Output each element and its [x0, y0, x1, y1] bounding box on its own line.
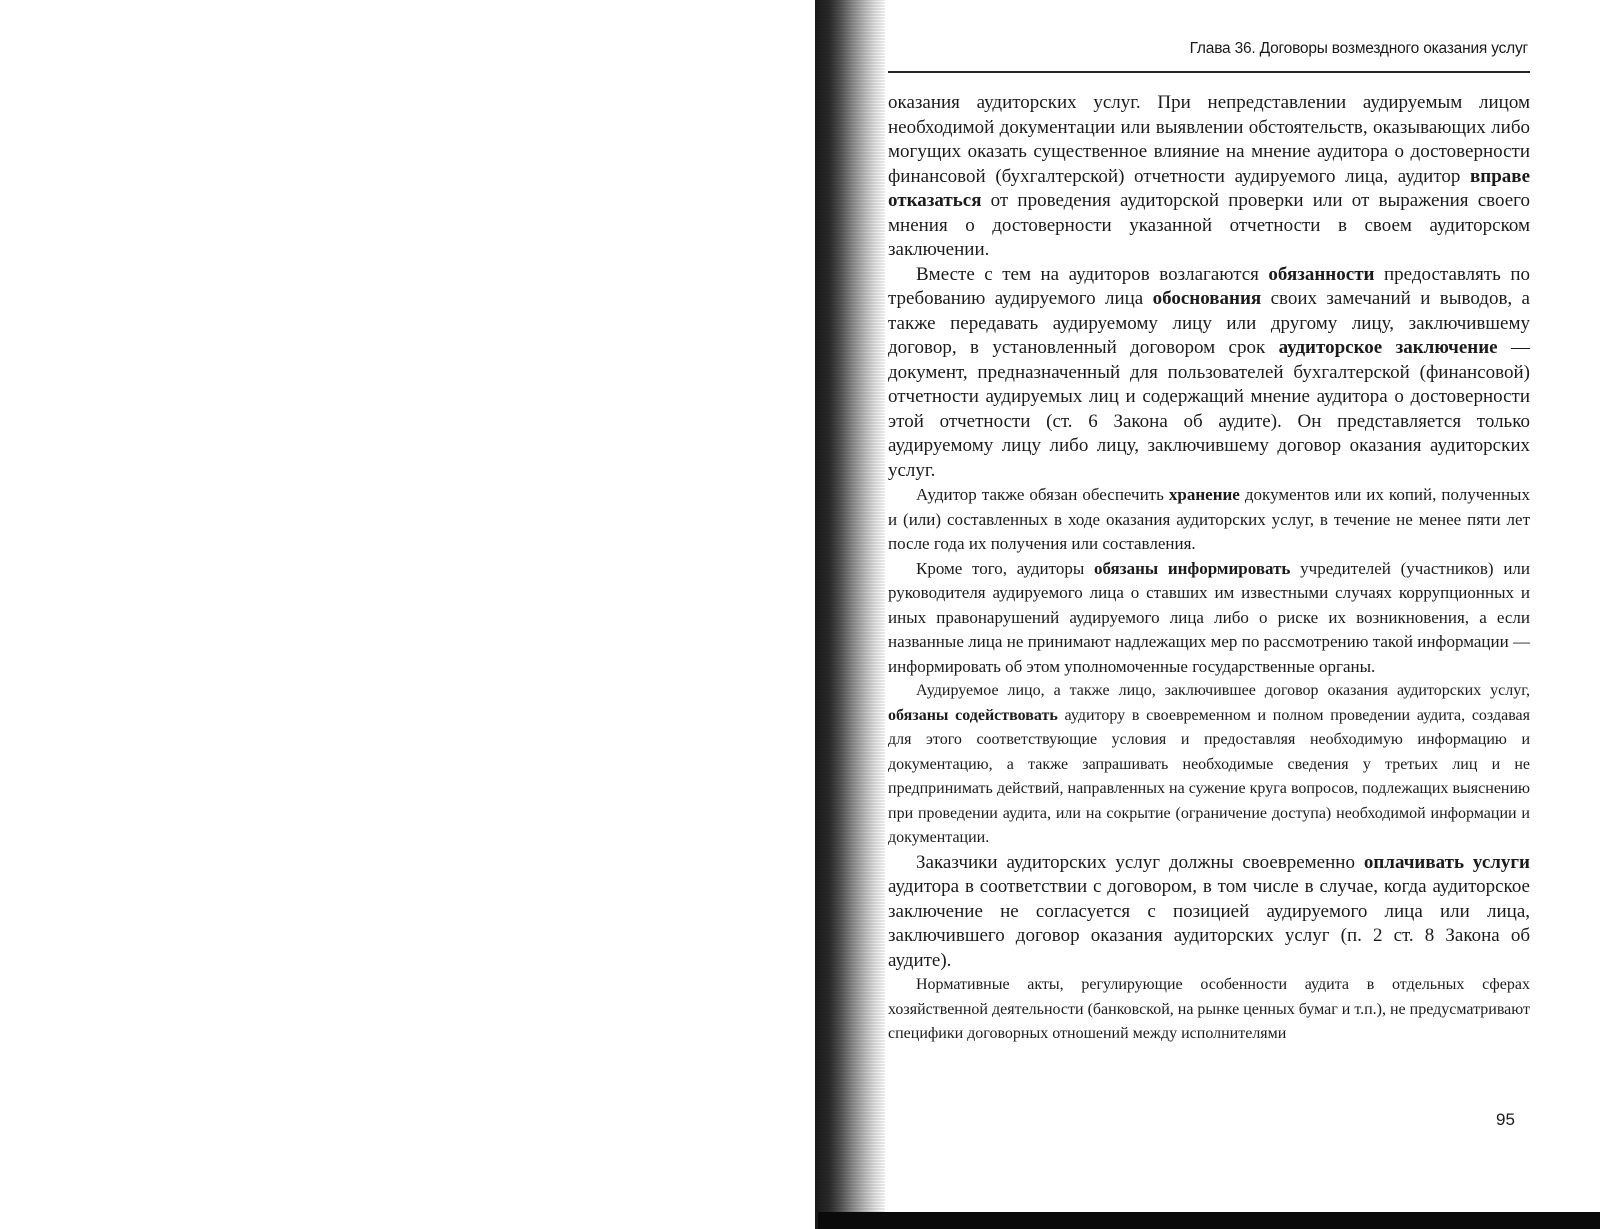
paragraph-2	[888, 263, 1530, 484]
text-run: аудитора в соответствии с договором, в том числе в случае, когда аудиторское заключение не согласуется с позицией аудируемого лица или лица, заключившего договор оказания аудиторских услуг (п. 2 ст. 8 Закона об аудите).	[888, 876, 1530, 971]
page-body	[888, 91, 1530, 1047]
text-run: — документ, предназначенный для пользователей бухгалтерской (финансовой) отчетности аудируемых лиц и содержащий мнение аудитора о достоверности этой отчетности (ст. 6 Закона об аудите). Он представляется только аудируемому лицу либо лицу, заключившему договор оказания аудиторских услуг.	[888, 337, 1531, 481]
paragraph-5	[888, 679, 1530, 851]
bold-term: вправе отказаться	[888, 165, 1530, 211]
text-run: Заказчики аудиторских услуг должны своевременно	[916, 851, 1364, 873]
paragraph-3	[888, 483, 1530, 557]
text-run: предоставлять по требованию аудируемого лица	[888, 263, 1530, 309]
bold-term: обязаны содействовать	[888, 706, 1058, 724]
paragraph-1	[888, 91, 1530, 263]
scan-bottom-edge	[818, 1212, 1600, 1229]
text-run: аудитору в своевременном и полном проведении аудита, создавая для этого соответствующие условия и предоставляя необходимую информацию и документацию, а также запрашивать необходимые сведения у третьих лиц и не предпринимать действий, направленных на сужение круга вопросов, подлежащих выяснению при проведении аудита, или на сокрытие (ограничение доступа) необходимой информации и документации.	[888, 706, 1531, 846]
running-head: Глава 36. Договоры возмездного оказания услуг	[1189, 40, 1528, 57]
text-run: от проведения аудиторской проверки или от выражения своего мнения о достоверности указанной отчетности в своем аудиторском заключении.	[888, 190, 1530, 260]
header-rule	[888, 71, 1530, 73]
text-run: оказания аудиторских услуг. При непредставлении аудируемым лицом необходимой документации или выявлении обстоятельств, оказывающих либо могущих оказать существенное влияние на мнение аудитора о достоверности финансовой (бухгалтерской) отчетности аудируемого лица, аудитор	[888, 92, 1530, 187]
bold-term: оплачивать услуги	[1363, 851, 1530, 873]
text-run: учредителей (участников) или руководителя аудируемого лица о ставших им известными случаях коррупционных и иных правонарушений аудируемого лица либо о риске их возникновения, а если названные лица не принимают надлежащих мер по рассмотрению такой информации — информировать об этом уполномоченные государственные органы.	[888, 558, 1530, 676]
text-run: своих замечаний и выводов, а также передавать аудируемому лицу или другому лицу, заключившему договор, в установленный договором срок	[888, 288, 1530, 358]
text-run: Аудитор также обязан обеспечить	[916, 485, 1169, 504]
text-run: документов или их копий, полученных и (или) составленных в ходе оказания аудиторских услуг, в течение не менее пяти лет после года их получения или составления.	[888, 485, 1530, 553]
bold-term: обязаны информировать	[1093, 558, 1291, 578]
text-run: Аудируемое лицо, а также лицо, заключившее договор оказания аудиторских услуг,	[916, 682, 1530, 699]
bold-term: обоснования	[1152, 288, 1262, 309]
bold-term: обязанности	[1268, 263, 1375, 285]
text-run: Кроме того, аудиторы	[916, 558, 1094, 578]
gutter-noise	[815, 0, 885, 1229]
bold-term: хранение	[1168, 485, 1240, 504]
book-page	[888, 38, 1530, 1047]
paragraph-7	[888, 973, 1530, 1047]
bold-term: аудиторское заключение	[1278, 337, 1498, 358]
text-run: Вместе с тем на аудиторов возлагаются	[916, 263, 1269, 285]
text-run: Нормативные акты, регулирующие особенности аудита в отдельных сферах хозяйственной деятельности (банковской, на рынке ценных бумаг и т.п.), не предусматривают специфики договорных отношений между исполнителями	[888, 976, 1530, 1042]
paragraph-4	[888, 557, 1530, 680]
paragraph-6	[888, 851, 1530, 974]
page-number: 95	[1496, 1110, 1515, 1129]
